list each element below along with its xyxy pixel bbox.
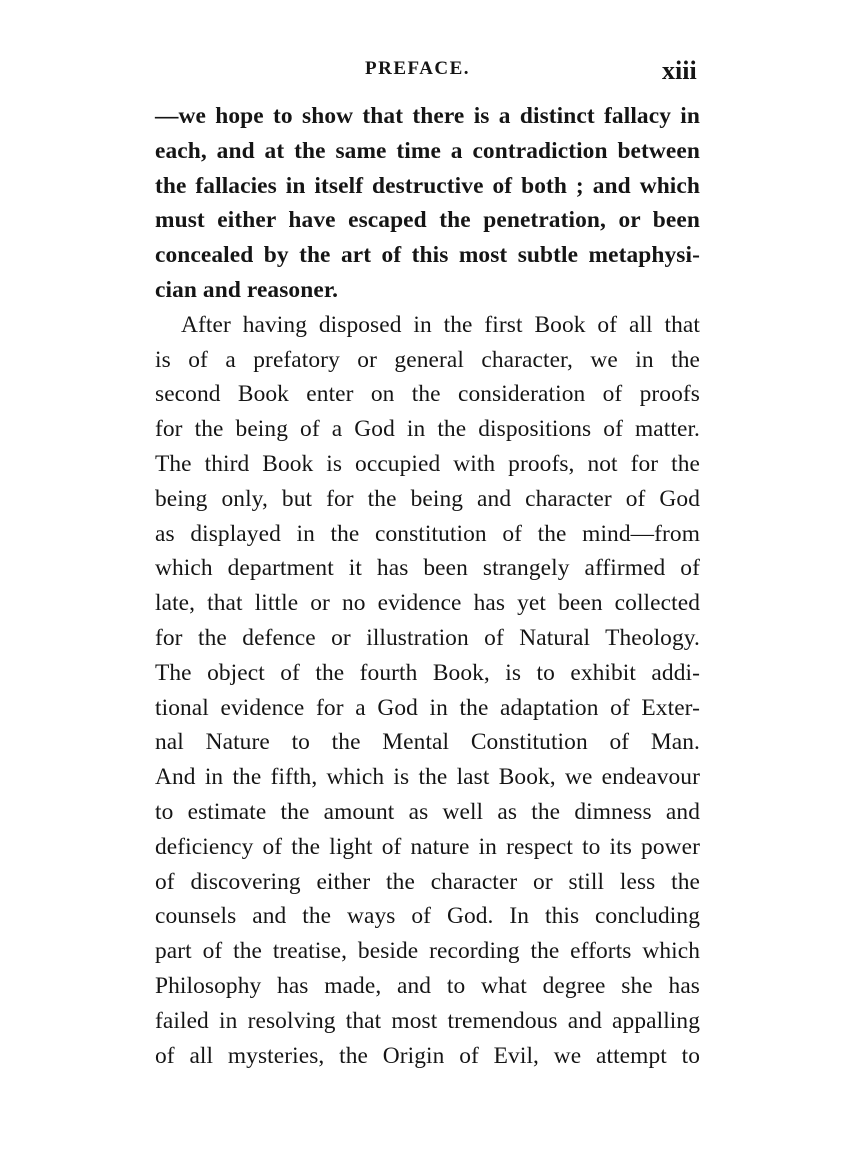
text-line: Philosophy has made, and to what degree she has xyxy=(155,972,700,999)
text-line: concealed by the art of this most subtle metaphysi- xyxy=(155,242,700,269)
text-line: second Book enter on the consideration of proofs xyxy=(155,381,700,408)
text-line: for the defence or illustration of Natural Theology. xyxy=(155,624,700,651)
text-line: failed in resolving that most tremendous and appalling xyxy=(155,1007,700,1034)
text-line: deficiency of the light of nature in respect to its power xyxy=(155,833,700,860)
text-line: The object of the fourth Book, is to exhibit addi- xyxy=(155,659,700,686)
text-line: being only, but for the being and character of God xyxy=(155,485,700,512)
text-line: late, that little or no evidence has yet been collected xyxy=(155,590,700,617)
text-line: which department it has been strangely affirmed of xyxy=(155,555,700,582)
text-line: of discovering either the character or still less the xyxy=(155,868,700,895)
text-line: cian and reasoner. xyxy=(155,276,339,303)
text-line: to estimate the amount as well as the dimness and xyxy=(155,798,700,825)
text-line: is of a prefatory or general character, we in the xyxy=(155,346,700,373)
text-line: The third Book is occupied with proofs, not for the xyxy=(155,450,700,477)
text-line: the fallacies in itself destructive of both ; and which xyxy=(155,172,700,199)
text-line: After having disposed in the first Book of all that xyxy=(181,311,700,338)
text-line: —we hope to show that there is a distinct fallacy in xyxy=(155,103,700,129)
text-line: nal Nature to the Mental Constitution of Man. xyxy=(155,729,700,756)
body-text xyxy=(155,99,700,1073)
text-line: of all mysteries, the Origin of Evil, we attempt to xyxy=(155,1042,700,1069)
text-line: each, and at the same time a contradiction between xyxy=(155,137,700,164)
text-line: must either have escaped the penetration, or been xyxy=(155,207,700,234)
page-number: xiii xyxy=(662,56,697,85)
running-title: PREFACE. xyxy=(365,58,471,79)
running-head xyxy=(0,56,850,86)
text-line: for the being of a God in the dispositions of matter. xyxy=(155,416,700,443)
text-line: And in the fifth, which is the last Book, we endeavour xyxy=(155,764,700,791)
text-line: tional evidence for a God in the adaptation of Exter- xyxy=(155,694,700,721)
text-line: part of the treatise, beside recording the efforts which xyxy=(155,938,700,965)
text-line: as displayed in the constitution of the mind—from xyxy=(155,520,700,547)
text-line: counsels and the ways of God. In this concluding xyxy=(155,903,700,930)
